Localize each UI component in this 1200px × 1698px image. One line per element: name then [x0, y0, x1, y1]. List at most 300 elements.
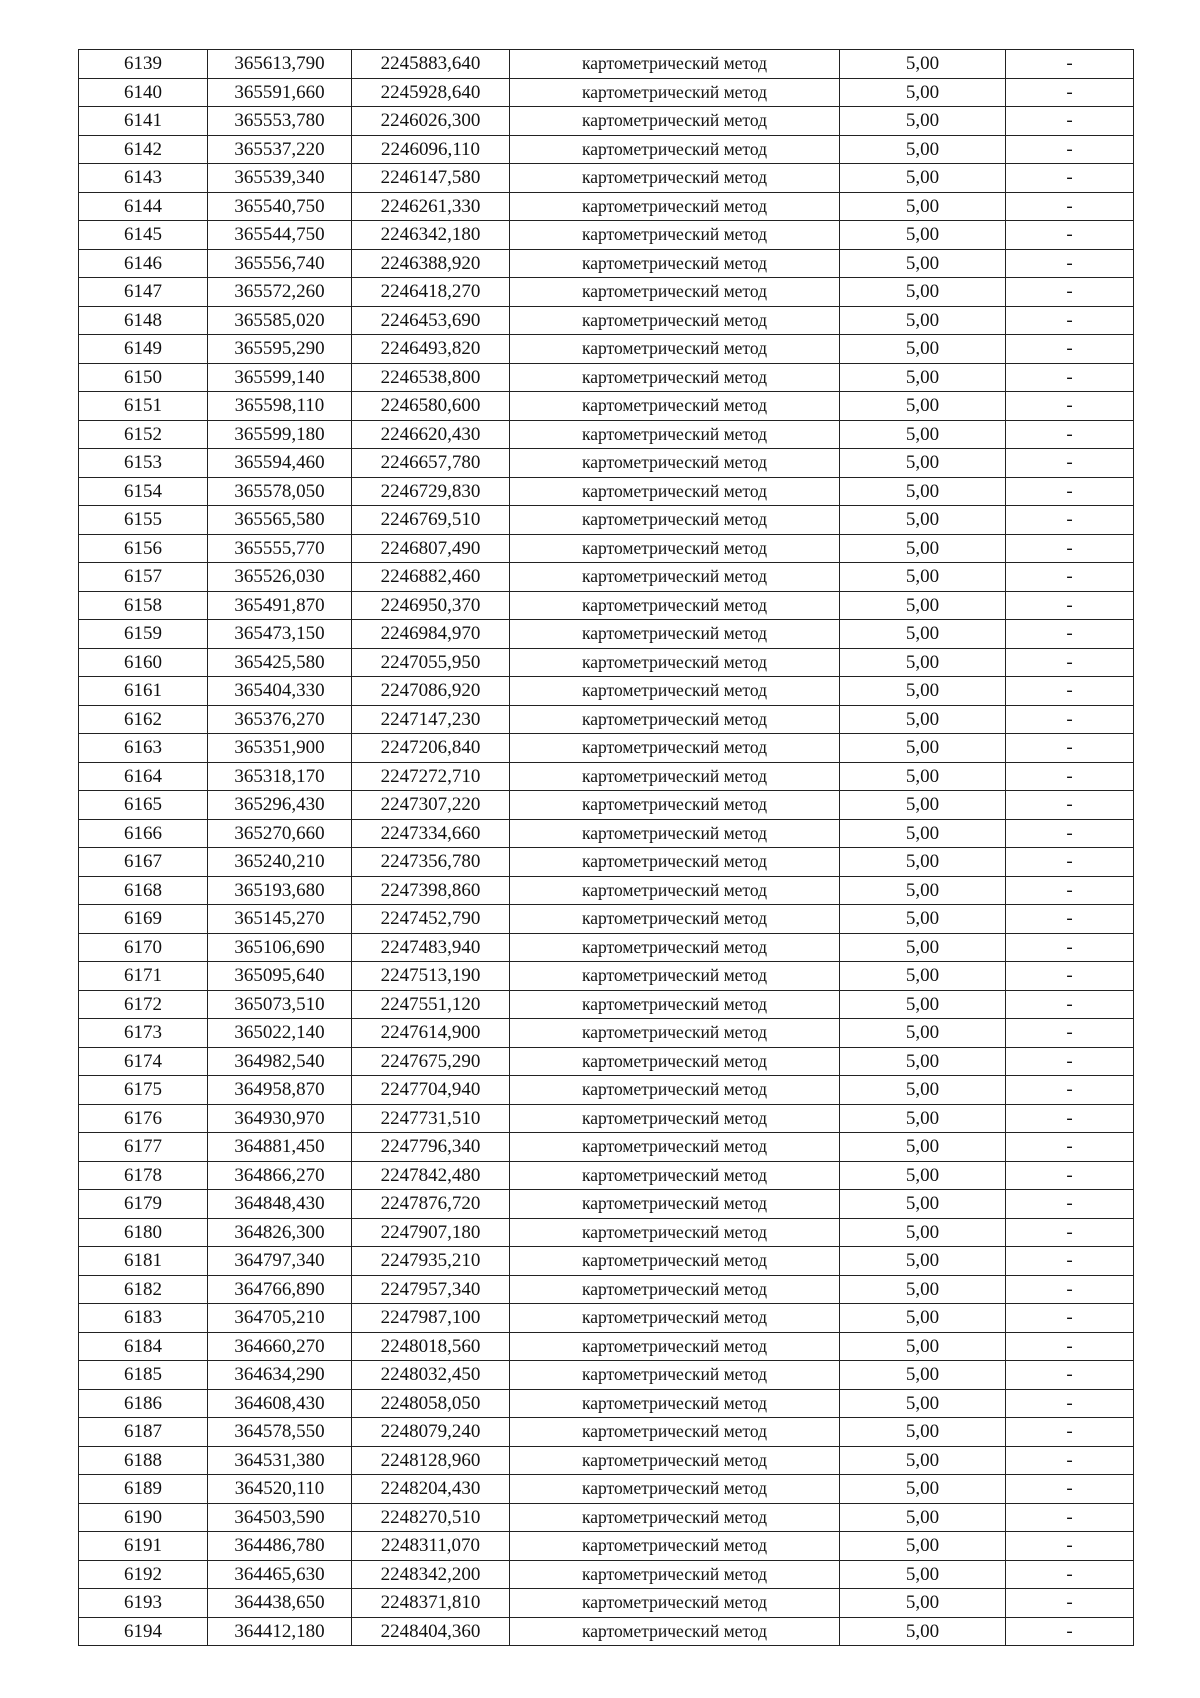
x-coordinate-cell: 365553,780 [208, 107, 352, 136]
point-number-cell: 6180 [79, 1218, 208, 1247]
point-number-cell: 6186 [79, 1389, 208, 1418]
method-cell: картометрический метод [510, 1218, 840, 1247]
accuracy-cell: 5,00 [840, 221, 1006, 250]
y-coordinate-cell: 2247356,780 [352, 848, 510, 877]
method-cell: картометрический метод [510, 1133, 840, 1162]
point-number-cell: 6179 [79, 1190, 208, 1219]
note-cell: - [1006, 1047, 1134, 1076]
point-number-cell: 6192 [79, 1560, 208, 1589]
point-number-cell: 6178 [79, 1161, 208, 1190]
x-coordinate-cell: 365073,510 [208, 990, 352, 1019]
accuracy-cell: 5,00 [840, 905, 1006, 934]
x-coordinate-cell: 364826,300 [208, 1218, 352, 1247]
x-coordinate-cell: 365565,580 [208, 506, 352, 535]
accuracy-cell: 5,00 [840, 1076, 1006, 1105]
note-cell: - [1006, 107, 1134, 136]
y-coordinate-cell: 2245928,640 [352, 78, 510, 107]
point-number-cell: 6158 [79, 591, 208, 620]
note-cell: - [1006, 420, 1134, 449]
accuracy-cell: 5,00 [840, 962, 1006, 991]
table-row [79, 962, 1134, 991]
point-number-cell: 6164 [79, 762, 208, 791]
table-row [79, 1475, 1134, 1504]
table-row [79, 905, 1134, 934]
point-number-cell: 6150 [79, 363, 208, 392]
note-cell: - [1006, 1275, 1134, 1304]
accuracy-cell: 5,00 [840, 990, 1006, 1019]
x-coordinate-cell: 365537,220 [208, 135, 352, 164]
x-coordinate-cell: 365318,170 [208, 762, 352, 791]
y-coordinate-cell: 2247614,900 [352, 1019, 510, 1048]
note-cell: - [1006, 1019, 1134, 1048]
table-row [79, 78, 1134, 107]
note-cell: - [1006, 1389, 1134, 1418]
method-cell: картометрический метод [510, 306, 840, 335]
x-coordinate-cell: 365425,580 [208, 648, 352, 677]
point-number-cell: 6188 [79, 1446, 208, 1475]
note-cell: - [1006, 1503, 1134, 1532]
table-row [79, 876, 1134, 905]
x-coordinate-cell: 364520,110 [208, 1475, 352, 1504]
point-number-cell: 6168 [79, 876, 208, 905]
method-cell: картометрический метод [510, 249, 840, 278]
accuracy-cell: 5,00 [840, 335, 1006, 364]
x-coordinate-cell: 365240,210 [208, 848, 352, 877]
y-coordinate-cell: 2248404,360 [352, 1617, 510, 1646]
accuracy-cell: 5,00 [840, 249, 1006, 278]
accuracy-cell: 5,00 [840, 563, 1006, 592]
x-coordinate-cell: 365544,750 [208, 221, 352, 250]
point-number-cell: 6145 [79, 221, 208, 250]
table-row [79, 420, 1134, 449]
method-cell: картометрический метод [510, 1275, 840, 1304]
method-cell: картометрический метод [510, 449, 840, 478]
note-cell: - [1006, 905, 1134, 934]
y-coordinate-cell: 2246729,830 [352, 477, 510, 506]
note-cell: - [1006, 50, 1134, 79]
method-cell: картометрический метод [510, 135, 840, 164]
x-coordinate-cell: 365585,020 [208, 306, 352, 335]
y-coordinate-cell: 2246026,300 [352, 107, 510, 136]
y-coordinate-cell: 2246538,800 [352, 363, 510, 392]
y-coordinate-cell: 2246418,270 [352, 278, 510, 307]
method-cell: картометрический метод [510, 278, 840, 307]
note-cell: - [1006, 534, 1134, 563]
method-cell: картометрический метод [510, 1589, 840, 1618]
x-coordinate-cell: 364465,630 [208, 1560, 352, 1589]
x-coordinate-cell: 365595,290 [208, 335, 352, 364]
y-coordinate-cell: 2248018,560 [352, 1332, 510, 1361]
method-cell: картометрический метод [510, 848, 840, 877]
x-coordinate-cell: 365526,030 [208, 563, 352, 592]
method-cell: картометрический метод [510, 1161, 840, 1190]
y-coordinate-cell: 2247796,340 [352, 1133, 510, 1162]
accuracy-cell: 5,00 [840, 1304, 1006, 1333]
accuracy-cell: 5,00 [840, 791, 1006, 820]
point-number-cell: 6166 [79, 819, 208, 848]
x-coordinate-cell: 365095,640 [208, 962, 352, 991]
x-coordinate-cell: 364881,450 [208, 1133, 352, 1162]
accuracy-cell: 5,00 [840, 420, 1006, 449]
y-coordinate-cell: 2246807,490 [352, 534, 510, 563]
accuracy-cell: 5,00 [840, 363, 1006, 392]
note-cell: - [1006, 962, 1134, 991]
note-cell: - [1006, 762, 1134, 791]
x-coordinate-cell: 365591,660 [208, 78, 352, 107]
accuracy-cell: 5,00 [840, 1475, 1006, 1504]
accuracy-cell: 5,00 [840, 1019, 1006, 1048]
accuracy-cell: 5,00 [840, 1418, 1006, 1447]
method-cell: картометрический метод [510, 990, 840, 1019]
y-coordinate-cell: 2247452,790 [352, 905, 510, 934]
note-cell: - [1006, 1161, 1134, 1190]
method-cell: картометрический метод [510, 1389, 840, 1418]
y-coordinate-cell: 2247147,230 [352, 705, 510, 734]
point-number-cell: 6189 [79, 1475, 208, 1504]
accuracy-cell: 5,00 [840, 677, 1006, 706]
y-coordinate-cell: 2247876,720 [352, 1190, 510, 1219]
point-number-cell: 6169 [79, 905, 208, 934]
note-cell: - [1006, 591, 1134, 620]
table-row [79, 449, 1134, 478]
y-coordinate-cell: 2246580,600 [352, 392, 510, 421]
point-number-cell: 6144 [79, 192, 208, 221]
table-row [79, 1332, 1134, 1361]
note-cell: - [1006, 819, 1134, 848]
point-number-cell: 6140 [79, 78, 208, 107]
note-cell: - [1006, 734, 1134, 763]
x-coordinate-cell: 364930,970 [208, 1104, 352, 1133]
note-cell: - [1006, 335, 1134, 364]
y-coordinate-cell: 2245883,640 [352, 50, 510, 79]
y-coordinate-cell: 2246950,370 [352, 591, 510, 620]
point-number-cell: 6162 [79, 705, 208, 734]
table-row [79, 164, 1134, 193]
point-number-cell: 6151 [79, 392, 208, 421]
point-number-cell: 6182 [79, 1275, 208, 1304]
table-row [79, 107, 1134, 136]
point-number-cell: 6157 [79, 563, 208, 592]
x-coordinate-cell: 365473,150 [208, 620, 352, 649]
x-coordinate-cell: 364578,550 [208, 1418, 352, 1447]
method-cell: картометрический метод [510, 962, 840, 991]
note-cell: - [1006, 78, 1134, 107]
y-coordinate-cell: 2247935,210 [352, 1247, 510, 1276]
accuracy-cell: 5,00 [840, 506, 1006, 535]
table-row [79, 506, 1134, 535]
method-cell: картометрический метод [510, 1503, 840, 1532]
point-number-cell: 6153 [79, 449, 208, 478]
accuracy-cell: 5,00 [840, 1133, 1006, 1162]
table-row [79, 363, 1134, 392]
note-cell: - [1006, 306, 1134, 335]
y-coordinate-cell: 2247907,180 [352, 1218, 510, 1247]
table-row [79, 221, 1134, 250]
y-coordinate-cell: 2246388,920 [352, 249, 510, 278]
point-number-cell: 6156 [79, 534, 208, 563]
accuracy-cell: 5,00 [840, 933, 1006, 962]
method-cell: картометрический метод [510, 1446, 840, 1475]
point-number-cell: 6139 [79, 50, 208, 79]
table-row [79, 1076, 1134, 1105]
method-cell: картометрический метод [510, 1617, 840, 1646]
point-number-cell: 6194 [79, 1617, 208, 1646]
x-coordinate-cell: 365145,270 [208, 905, 352, 934]
x-coordinate-cell: 365022,140 [208, 1019, 352, 1048]
accuracy-cell: 5,00 [840, 1503, 1006, 1532]
x-coordinate-cell: 365376,270 [208, 705, 352, 734]
y-coordinate-cell: 2247398,860 [352, 876, 510, 905]
accuracy-cell: 5,00 [840, 164, 1006, 193]
y-coordinate-cell: 2247334,660 [352, 819, 510, 848]
note-cell: - [1006, 1332, 1134, 1361]
accuracy-cell: 5,00 [840, 591, 1006, 620]
y-coordinate-cell: 2248311,070 [352, 1532, 510, 1561]
table-row [79, 1133, 1134, 1162]
point-number-cell: 6146 [79, 249, 208, 278]
point-number-cell: 6163 [79, 734, 208, 763]
note-cell: - [1006, 449, 1134, 478]
point-number-cell: 6152 [79, 420, 208, 449]
table-row [79, 990, 1134, 1019]
x-coordinate-cell: 364848,430 [208, 1190, 352, 1219]
method-cell: картометрический метод [510, 107, 840, 136]
x-coordinate-cell: 365594,460 [208, 449, 352, 478]
note-cell: - [1006, 477, 1134, 506]
point-number-cell: 6175 [79, 1076, 208, 1105]
note-cell: - [1006, 363, 1134, 392]
y-coordinate-cell: 2248128,960 [352, 1446, 510, 1475]
y-coordinate-cell: 2248371,810 [352, 1589, 510, 1618]
point-number-cell: 6171 [79, 962, 208, 991]
x-coordinate-cell: 365193,680 [208, 876, 352, 905]
method-cell: картометрический метод [510, 1190, 840, 1219]
accuracy-cell: 5,00 [840, 1589, 1006, 1618]
x-coordinate-cell: 365351,900 [208, 734, 352, 763]
note-cell: - [1006, 1418, 1134, 1447]
point-number-cell: 6191 [79, 1532, 208, 1561]
x-coordinate-cell: 365540,750 [208, 192, 352, 221]
method-cell: картометрический метод [510, 363, 840, 392]
point-number-cell: 6148 [79, 306, 208, 335]
table-row [79, 335, 1134, 364]
y-coordinate-cell: 2246984,970 [352, 620, 510, 649]
table-row [79, 135, 1134, 164]
table-row [79, 1104, 1134, 1133]
x-coordinate-cell: 365556,740 [208, 249, 352, 278]
table-row [79, 620, 1134, 649]
note-cell: - [1006, 848, 1134, 877]
x-coordinate-cell: 365296,430 [208, 791, 352, 820]
accuracy-cell: 5,00 [840, 1446, 1006, 1475]
accuracy-cell: 5,00 [840, 1389, 1006, 1418]
table-row [79, 1247, 1134, 1276]
method-cell: картометрический метод [510, 563, 840, 592]
table-row [79, 1275, 1134, 1304]
note-cell: - [1006, 192, 1134, 221]
accuracy-cell: 5,00 [840, 819, 1006, 848]
method-cell: картометрический метод [510, 1047, 840, 1076]
note-cell: - [1006, 1617, 1134, 1646]
accuracy-cell: 5,00 [840, 648, 1006, 677]
point-number-cell: 6172 [79, 990, 208, 1019]
accuracy-cell: 5,00 [840, 306, 1006, 335]
note-cell: - [1006, 1247, 1134, 1276]
table-row [79, 1589, 1134, 1618]
y-coordinate-cell: 2246882,460 [352, 563, 510, 592]
table-row [79, 278, 1134, 307]
accuracy-cell: 5,00 [840, 50, 1006, 79]
point-number-cell: 6174 [79, 1047, 208, 1076]
note-cell: - [1006, 563, 1134, 592]
y-coordinate-cell: 2247086,920 [352, 677, 510, 706]
x-coordinate-cell: 365270,660 [208, 819, 352, 848]
method-cell: картометрический метод [510, 420, 840, 449]
x-coordinate-cell: 365613,790 [208, 50, 352, 79]
method-cell: картометрический метод [510, 648, 840, 677]
accuracy-cell: 5,00 [840, 1247, 1006, 1276]
table-row [79, 534, 1134, 563]
y-coordinate-cell: 2247513,190 [352, 962, 510, 991]
y-coordinate-cell: 2246342,180 [352, 221, 510, 250]
table-row [79, 477, 1134, 506]
method-cell: картометрический метод [510, 50, 840, 79]
accuracy-cell: 5,00 [840, 876, 1006, 905]
note-cell: - [1006, 791, 1134, 820]
method-cell: картометрический метод [510, 1304, 840, 1333]
method-cell: картометрический метод [510, 1532, 840, 1561]
accuracy-cell: 5,00 [840, 107, 1006, 136]
accuracy-cell: 5,00 [840, 1190, 1006, 1219]
table-row [79, 1304, 1134, 1333]
y-coordinate-cell: 2248204,430 [352, 1475, 510, 1504]
accuracy-cell: 5,00 [840, 1047, 1006, 1076]
method-cell: картометрический метод [510, 1104, 840, 1133]
x-coordinate-cell: 364797,340 [208, 1247, 352, 1276]
note-cell: - [1006, 1104, 1134, 1133]
accuracy-cell: 5,00 [840, 762, 1006, 791]
x-coordinate-cell: 364438,650 [208, 1589, 352, 1618]
y-coordinate-cell: 2247704,940 [352, 1076, 510, 1105]
x-coordinate-cell: 365491,870 [208, 591, 352, 620]
table-row [79, 591, 1134, 620]
x-coordinate-cell: 364866,270 [208, 1161, 352, 1190]
x-coordinate-cell: 364608,430 [208, 1389, 352, 1418]
point-number-cell: 6149 [79, 335, 208, 364]
y-coordinate-cell: 2246453,690 [352, 306, 510, 335]
x-coordinate-cell: 364705,210 [208, 1304, 352, 1333]
x-coordinate-cell: 365599,140 [208, 363, 352, 392]
note-cell: - [1006, 221, 1134, 250]
accuracy-cell: 5,00 [840, 477, 1006, 506]
x-coordinate-cell: 364982,540 [208, 1047, 352, 1076]
method-cell: картометрический метод [510, 78, 840, 107]
method-cell: картометрический метод [510, 534, 840, 563]
note-cell: - [1006, 1076, 1134, 1105]
y-coordinate-cell: 2246096,110 [352, 135, 510, 164]
y-coordinate-cell: 2247272,710 [352, 762, 510, 791]
point-number-cell: 6154 [79, 477, 208, 506]
point-number-cell: 6193 [79, 1589, 208, 1618]
method-cell: картометрический метод [510, 791, 840, 820]
point-number-cell: 6167 [79, 848, 208, 877]
method-cell: картометрический метод [510, 1361, 840, 1390]
accuracy-cell: 5,00 [840, 1617, 1006, 1646]
table-row [79, 734, 1134, 763]
x-coordinate-cell: 365106,690 [208, 933, 352, 962]
method-cell: картометрический метод [510, 1475, 840, 1504]
note-cell: - [1006, 1589, 1134, 1618]
accuracy-cell: 5,00 [840, 392, 1006, 421]
method-cell: картометрический метод [510, 335, 840, 364]
point-number-cell: 6187 [79, 1418, 208, 1447]
point-number-cell: 6165 [79, 791, 208, 820]
note-cell: - [1006, 249, 1134, 278]
accuracy-cell: 5,00 [840, 1361, 1006, 1390]
accuracy-cell: 5,00 [840, 848, 1006, 877]
table-row [79, 1190, 1134, 1219]
point-number-cell: 6185 [79, 1361, 208, 1390]
method-cell: картометрический метод [510, 620, 840, 649]
note-cell: - [1006, 1190, 1134, 1219]
method-cell: картометрический метод [510, 933, 840, 962]
note-cell: - [1006, 1446, 1134, 1475]
method-cell: картометрический метод [510, 506, 840, 535]
table-row [79, 192, 1134, 221]
y-coordinate-cell: 2248342,200 [352, 1560, 510, 1589]
coordinates-table-body [79, 50, 1134, 1646]
method-cell: картометрический метод [510, 819, 840, 848]
y-coordinate-cell: 2247675,290 [352, 1047, 510, 1076]
table-row [79, 1503, 1134, 1532]
table-row [79, 50, 1134, 79]
method-cell: картометрический метод [510, 876, 840, 905]
note-cell: - [1006, 1304, 1134, 1333]
x-coordinate-cell: 365539,340 [208, 164, 352, 193]
note-cell: - [1006, 933, 1134, 962]
note-cell: - [1006, 278, 1134, 307]
accuracy-cell: 5,00 [840, 1532, 1006, 1561]
table-row [79, 705, 1134, 734]
y-coordinate-cell: 2246657,780 [352, 449, 510, 478]
method-cell: картометрический метод [510, 762, 840, 791]
table-row [79, 1532, 1134, 1561]
point-number-cell: 6176 [79, 1104, 208, 1133]
method-cell: картометрический метод [510, 192, 840, 221]
x-coordinate-cell: 364503,590 [208, 1503, 352, 1532]
method-cell: картометрический метод [510, 164, 840, 193]
x-coordinate-cell: 364486,780 [208, 1532, 352, 1561]
method-cell: картометрический метод [510, 392, 840, 421]
accuracy-cell: 5,00 [840, 1104, 1006, 1133]
x-coordinate-cell: 364634,290 [208, 1361, 352, 1390]
point-number-cell: 6177 [79, 1133, 208, 1162]
y-coordinate-cell: 2246620,430 [352, 420, 510, 449]
method-cell: картометрический метод [510, 221, 840, 250]
y-coordinate-cell: 2247731,510 [352, 1104, 510, 1133]
table-row [79, 648, 1134, 677]
method-cell: картометрический метод [510, 1332, 840, 1361]
point-number-cell: 6147 [79, 278, 208, 307]
table-row [79, 392, 1134, 421]
table-row [79, 819, 1134, 848]
method-cell: картометрический метод [510, 1560, 840, 1589]
table-row [79, 1446, 1134, 1475]
note-cell: - [1006, 1560, 1134, 1589]
note-cell: - [1006, 1532, 1134, 1561]
point-number-cell: 6141 [79, 107, 208, 136]
table-row [79, 563, 1134, 592]
